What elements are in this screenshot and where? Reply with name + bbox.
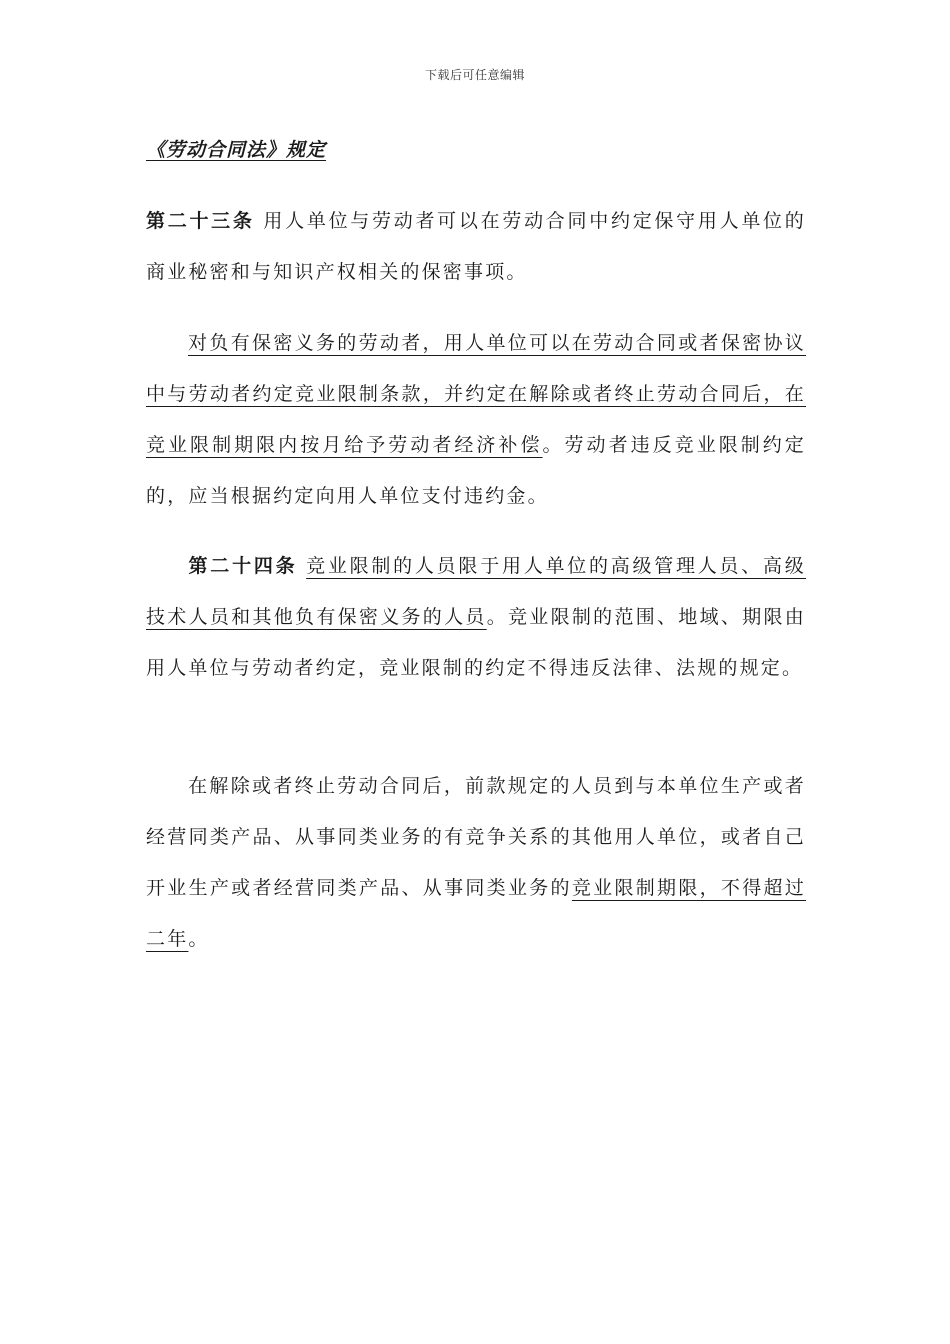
paragraph-text: 。劳动者违反竞业限制约定的，应当根据约定向用人单位支付违约金。 [146, 434, 806, 507]
paragraph-text: 。竞业限制的范围、地域、期限由用人单位与劳动者约定，竞业限制的约定不得违反法律、法规的规定。 [146, 606, 806, 679]
article-number: 第二十三条 [146, 210, 255, 232]
paragraph-noncompete-period [146, 761, 806, 965]
page-header: 下载后可任意编辑 [424, 68, 525, 82]
document-title: 《劳动合同法》规定 [146, 139, 327, 161]
paragraph-article-23 [146, 196, 806, 298]
underlined-text: 竞业限制的人员限于用人单位的高级管理人员、高级技术人员和其他负有保密义务的人员 [146, 555, 806, 628]
paragraph-text: 在解除或者终止劳动合同后，前款规定的人员到与本单位生产或者经营同类产品、从事同类业务的有竞争关系的其他用人单位，或者自己开业生产或者经营同类产品、从事同类业务的 [146, 775, 806, 899]
paragraph-text: 用人单位与劳动者可以在劳动合同中约定保守用人单位的商业秘密和与知识产权相关的保密事项。 [146, 210, 806, 283]
article-number: 第二十四条 [188, 555, 298, 577]
paragraph-noncompete-compensation [146, 318, 806, 522]
underlined-text: 竞业限制期限，不得超过二年 [146, 877, 806, 950]
paragraph-end: 。 [188, 928, 210, 950]
underlined-text: 对负有保密义务的劳动者，用人单位可以在劳动合同或者保密协议中与劳动者约定竞业限制条款，并约定在解除或者终止劳动合同后，在竞业限制期限内按月给予劳动者经济补偿 [146, 332, 806, 456]
paragraph-article-24 [146, 541, 806, 694]
